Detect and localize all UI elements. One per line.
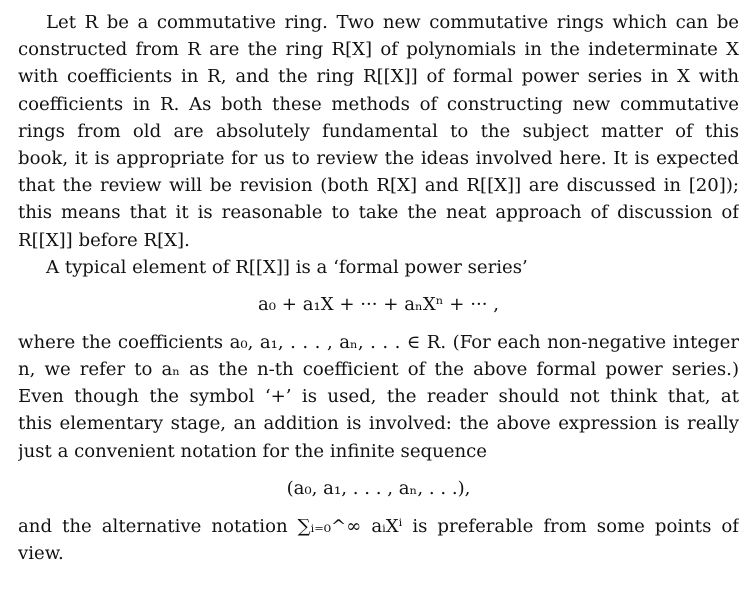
text-line: this elementary stage, an addition is involved: the above expression is really [18,413,739,435]
paragraph-typical-element [18,254,739,281]
paragraph-coefficients [18,329,739,465]
display-equation-sequence: (a₀, a₁, . . . , aₙ, . . .), [286,477,471,499]
paragraph-alternative-notation [18,513,739,567]
book-page [18,9,739,567]
text-line: coefficients in R. As both these methods of constructing new commutative [18,93,739,115]
text-line: Let R be a commutative ring. Two new commutative rings which can be [46,12,739,33]
text-line: just a convenient notation for the infinite sequence [18,440,487,462]
text-line: with coefficients in R, and the ring R[[X]] of formal power series in X with [18,66,739,88]
text-line: Even though the symbol ‘+’ is used, the reader should not think that, at [18,386,739,408]
text-line: this means that it is reasonable to take the neat approach of discussion of [18,202,739,224]
text-line: book, it is appropriate for us to review the ideas involved here. It is expected [18,147,739,169]
text-line: constructed from R are the ring R[X] of polynomials in the indeterminate X [18,39,739,61]
text-line: n, we refer to aₙ as the n-th coefficient of the above formal power series.) [18,359,739,381]
text-line: rings from old are absolutely fundamental to the subject matter of this [18,120,739,142]
text-line: where the coefficients a₀, a₁, . . . , aₙ, . . . ∈ R. (For each non-negative integer [18,331,739,353]
text-line: A typical element of R[[X]] is a ‘formal power series’ [46,256,528,278]
text-line: view. [18,543,64,564]
display-equation-power-series: a₀ + a₁X + ··· + aₙXⁿ + ··· , [258,293,499,315]
text-line: R[[X]] before R[X]. [18,229,190,251]
text-line: that the review will be revision (both R[X] and R[[X]] are discussed in [20]); [18,175,739,197]
text-line: and the alternative notation ∑ᵢ₌₀^∞ aᵢXⁱ is preferable from some points of [18,515,739,537]
paragraph-intro [18,9,739,254]
